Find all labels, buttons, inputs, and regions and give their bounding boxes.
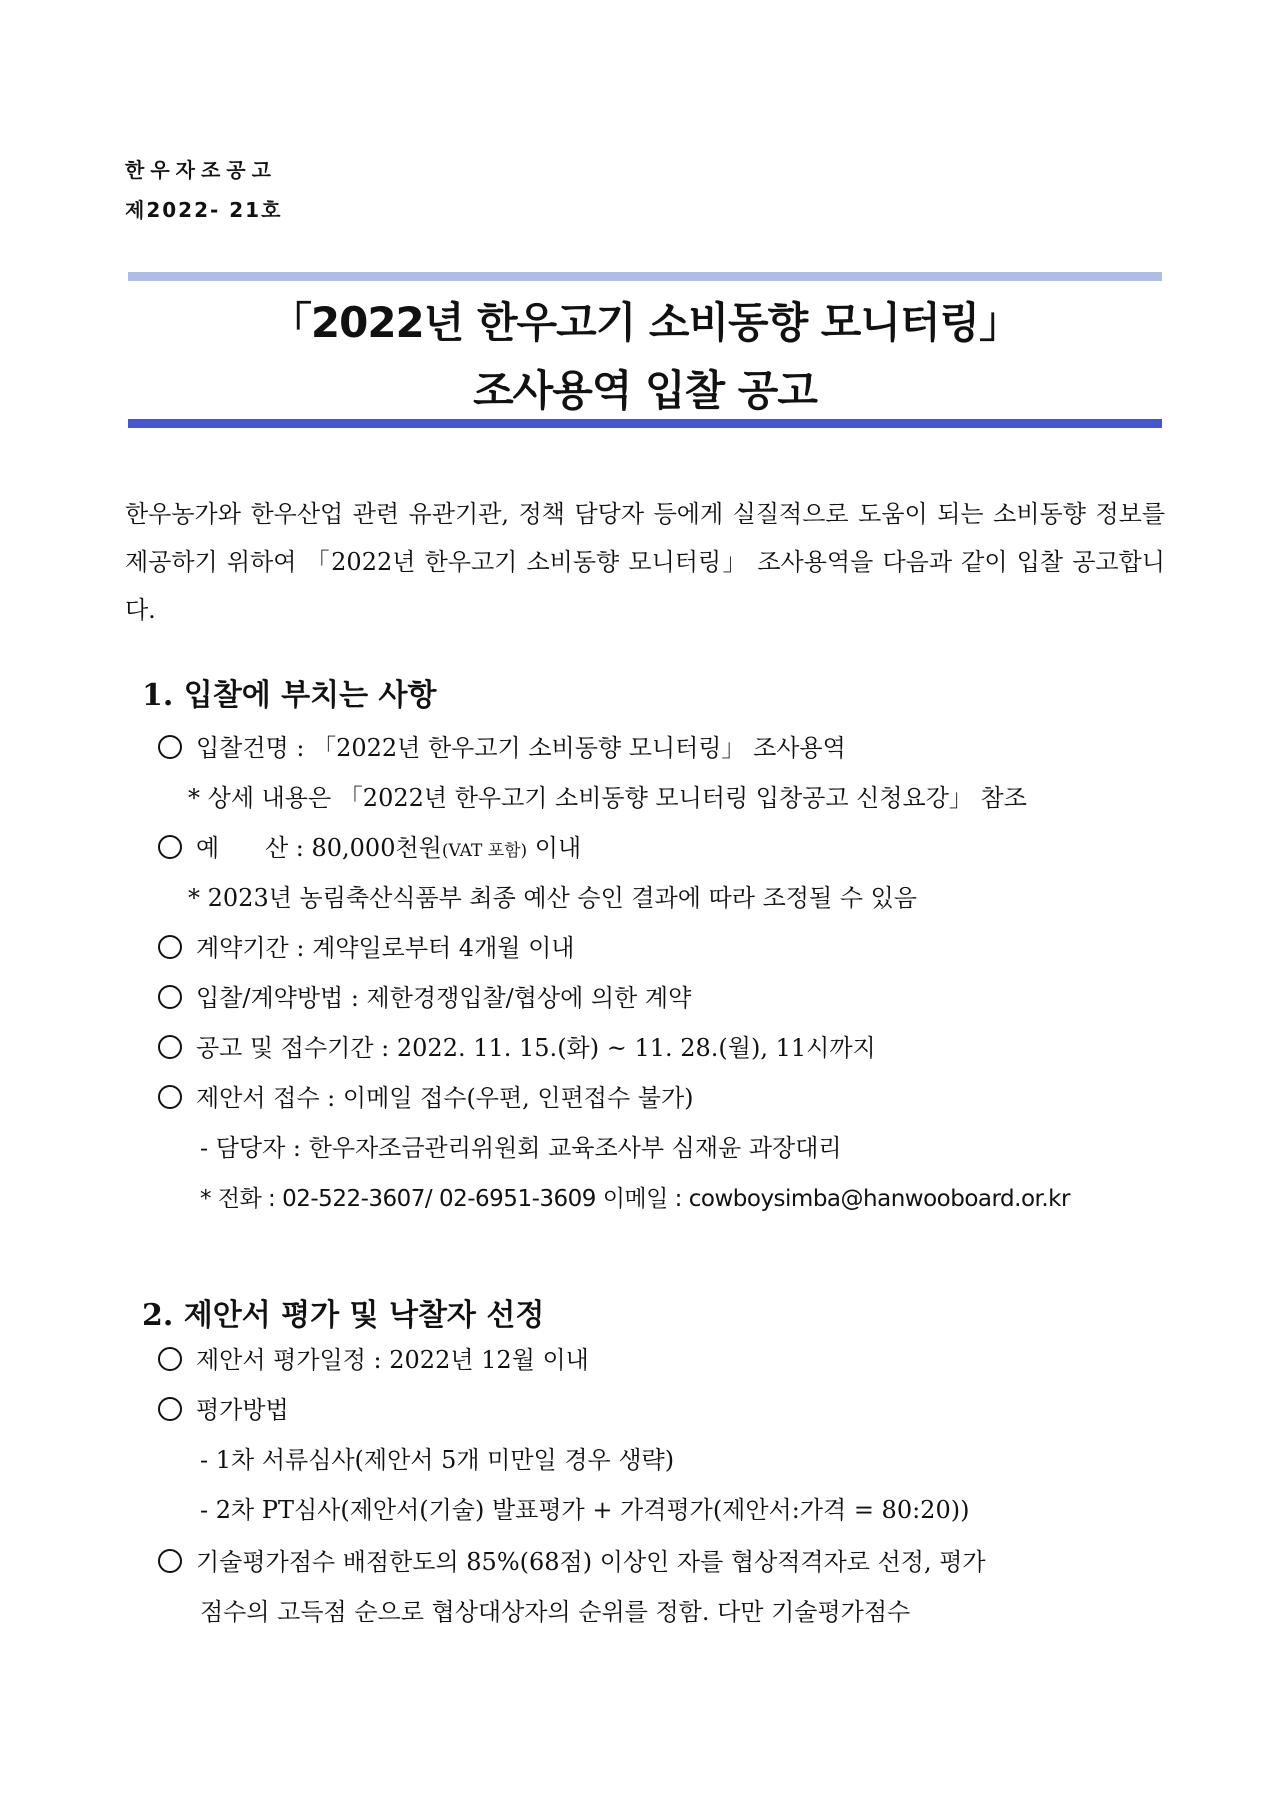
section1-heading: 1. 입찰에 부치는 사항 [142, 678, 437, 713]
intro-paragraph: 한우농가와 한우산업 관련 유관기관, 정책 담당자 등에게 실질적으로 도움이 되는 소비동향 정보를 제공하기 위하여 「2022년 한우고기 소비동향 모니터링」 조사용역을 다음과 같이 입찰 공고합니다. [125, 500, 1165, 624]
page-title-line2: 조사용역 입찰 공고 [473, 366, 817, 415]
contract-method-item [158, 978, 691, 1013]
tech-score-line2: 점수의 고득점 순으로 협상대상자의 순위를 정함. 다만 기술평가점수 [200, 1598, 911, 1626]
section2-heading: 2. 제안서 평가 및 낙찰자 선정 [142, 1298, 545, 1333]
budget-item [158, 828, 581, 863]
contract-period-item [158, 928, 574, 963]
bid-name-note: * 상세 내용은 「2022년 한우고기 소비동향 모니터링 입창공고 신청요강」 참조 [188, 784, 1027, 812]
bid-name-item [158, 728, 846, 763]
circle-bullet-icon [158, 1397, 182, 1421]
circle-bullet-icon [158, 985, 182, 1009]
circle-bullet-icon [158, 735, 182, 759]
eval-step2: - 2차 PT심사(제안서(기술) 발표평가 + 가격평가(제안서:가격 = 80:20)) [200, 1496, 970, 1524]
eval-step1: - 1차 서류심사(제안서 5개 미만일 경우 생략) [200, 1446, 675, 1474]
budget-note: * 2023년 농림축산식품부 최종 예산 승인 결과에 따라 조정될 수 있음 [188, 884, 917, 912]
budget-suffix: 이내 [527, 834, 582, 862]
eval-schedule-text: 제안서 평가일정 : 2022년 12월 이내 [196, 1346, 589, 1374]
title-top-bar [128, 272, 1162, 281]
tech-score-item [158, 1542, 986, 1577]
circle-bullet-icon [158, 1347, 182, 1371]
contact-person: - 담당자 : 한우자조금관리위원회 교육조사부 심재윤 과장대리 [200, 1134, 842, 1162]
notice-period-item [158, 1028, 876, 1063]
contract-period-text: 계약기간 : 계약일로부터 4개월 이내 [196, 934, 575, 962]
title-bottom-bar [128, 419, 1162, 428]
circle-bullet-icon [158, 835, 182, 859]
eval-method-item [158, 1390, 289, 1425]
notice-header [125, 150, 282, 230]
notice-org: 한우자조공고 [125, 158, 277, 182]
bid-name-text: 입찰건명 : 「2022년 한우고기 소비동향 모니터링」 조사용역 [196, 734, 846, 762]
budget-text: 예 산 : 80,000천원 [196, 834, 442, 862]
proposal-submit-text: 제안서 접수 : 이메일 접수(우편, 인편접수 불가) [196, 1084, 694, 1112]
budget-vat-note: (VAT 포함) [441, 841, 528, 861]
proposal-submit-item [158, 1078, 694, 1113]
notice-period-text: 공고 및 접수기간 : 2022. 11. 15.(화) ~ 11. 28.(월), 11시까지 [196, 1034, 876, 1062]
circle-bullet-icon [158, 935, 182, 959]
contact-info: * 전화 : 02-522-3607/ 02-6951-3609 이메일 : cowboysimba@hanwooboard.or.kr [200, 1186, 1070, 1212]
circle-bullet-icon [158, 1085, 182, 1109]
page-title-line1: 「2022년 한우고기 소비동향 모니터링」 [269, 298, 1021, 347]
notice-number: 제2022- 21호 [125, 198, 283, 222]
contract-method-text: 입찰/계약방법 : 제한경쟁입찰/협상에 의한 계약 [196, 984, 692, 1012]
eval-method-text: 평가방법 [196, 1396, 289, 1424]
tech-score-line1: 기술평가점수 배점한도의 85%(68점) 이상인 자를 협상적격자로 선정, 평가 [196, 1548, 986, 1576]
circle-bullet-icon [158, 1035, 182, 1059]
circle-bullet-icon [158, 1549, 182, 1573]
eval-schedule-item [158, 1340, 589, 1375]
